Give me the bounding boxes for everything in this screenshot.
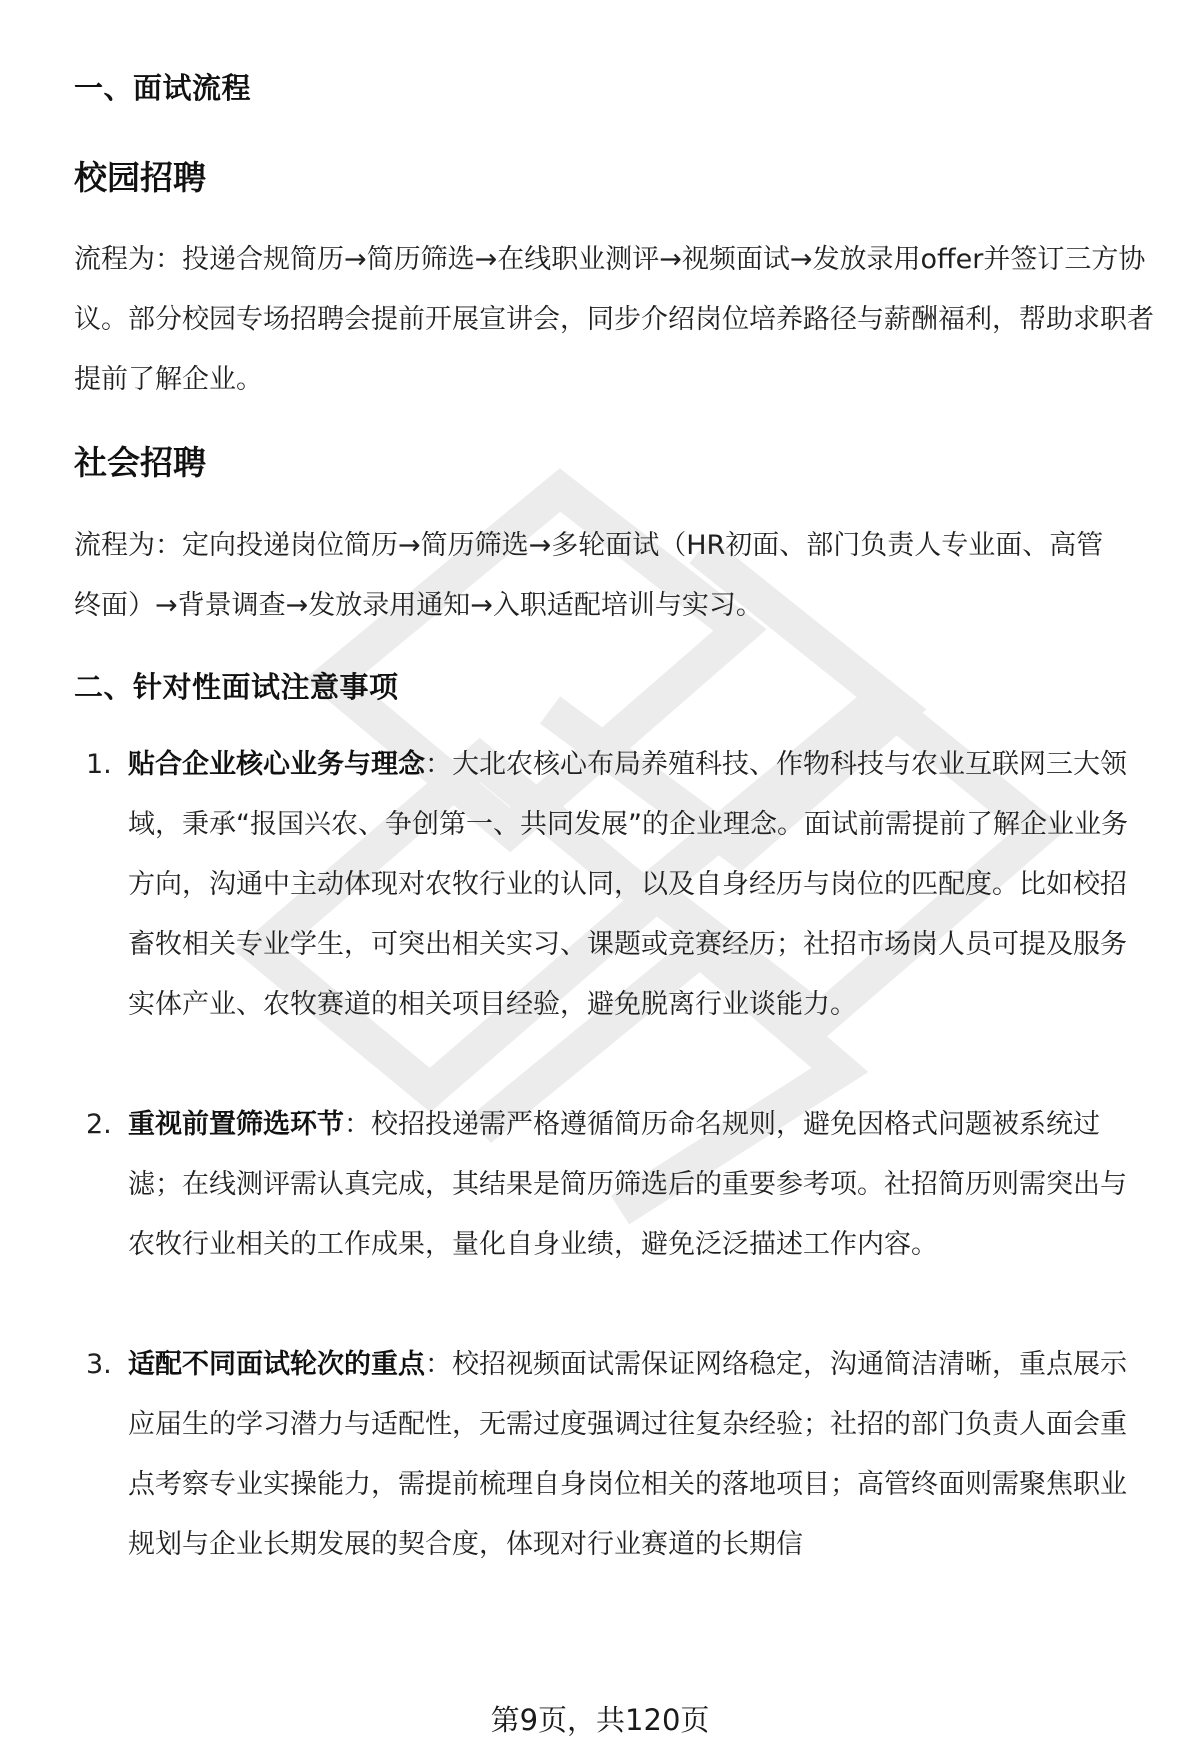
list-item-text — [128, 1095, 1144, 1275]
social-process-paragraph: 流程为：定向投递岗位简历→简历筛选→多轮面试（HR初面、部门负责人专业面、高管终面）→背景调查→发放录用通知→入职适配培训与实习。 — [74, 530, 1104, 621]
list-item-text — [128, 1335, 1144, 1575]
list-item-number: 3. — [86, 1349, 112, 1380]
list-item-description: ：大北农核心布局养殖科技、作物科技与农业互联网三大领域，秉承“报国兴农、争创第一、共同发展”的企业理念。面试前需提前了解企业业务方向，沟通中主动体现对农牧行业的认同，以及自身经历与岗位的匹配度。比如校招畜牧相关专业学生，可突出相关实习、课题或竞赛经历；社招市场岗人员可提及服务实体产业、农牧赛道的相关项目经验，避免脱离行业谈能力。 — [128, 749, 1128, 1020]
page-number-footer: 第9页，共120页 — [490, 1703, 710, 1737]
list-item-description: ：校招投递需严格遵循简历命名规则，避免因格式问题被系统过滤；在线测评需认真完成，其结果是简历筛选后的重要参考项。社招简历则需突出与农牧行业相关的工作成果，量化自身业绩，避免泛泛描述工作内容。 — [128, 1109, 1127, 1260]
list-item-label: 适配不同面试轮次的重点 — [128, 1349, 425, 1380]
list-item-text — [128, 735, 1144, 1035]
list-item-description: ：校招视频面试需保证网络稳定，沟通简洁清晰，重点展示应届生的学习潜力与适配性，无需过度强调过往复杂经验；社招的部门负责人面会重点考察专业实操能力，需提前梳理自身岗位相关的落地项目；高管终面则需聚焦职业规划与企业长期发展的契合度，体现对行业赛道的长期信 — [128, 1349, 1127, 1560]
campus-process-paragraph: 流程为：投递合规简历→简历筛选→在线职业测评→视频面试→发放录用offer并签订三方协议。部分校园专场招聘会提前开展宣讲会，同步介绍岗位培养路径与薪酬福利，帮助求职者提前了解企业。 — [74, 244, 1154, 395]
section-heading-interview-tips: 二、针对性面试注意事项 — [74, 670, 399, 704]
subheading-social-recruitment: 社会招聘 — [74, 443, 206, 482]
section-heading-interview-process: 一、面试流程 — [74, 71, 252, 105]
subheading-campus-recruitment: 校园招聘 — [74, 158, 206, 197]
list-item-label: 重视前置筛选环节 — [128, 1109, 344, 1140]
list-item-label: 贴合企业核心业务与理念 — [128, 749, 425, 780]
list-item-number: 1. — [86, 749, 112, 780]
list-item-number: 2. — [86, 1109, 112, 1140]
